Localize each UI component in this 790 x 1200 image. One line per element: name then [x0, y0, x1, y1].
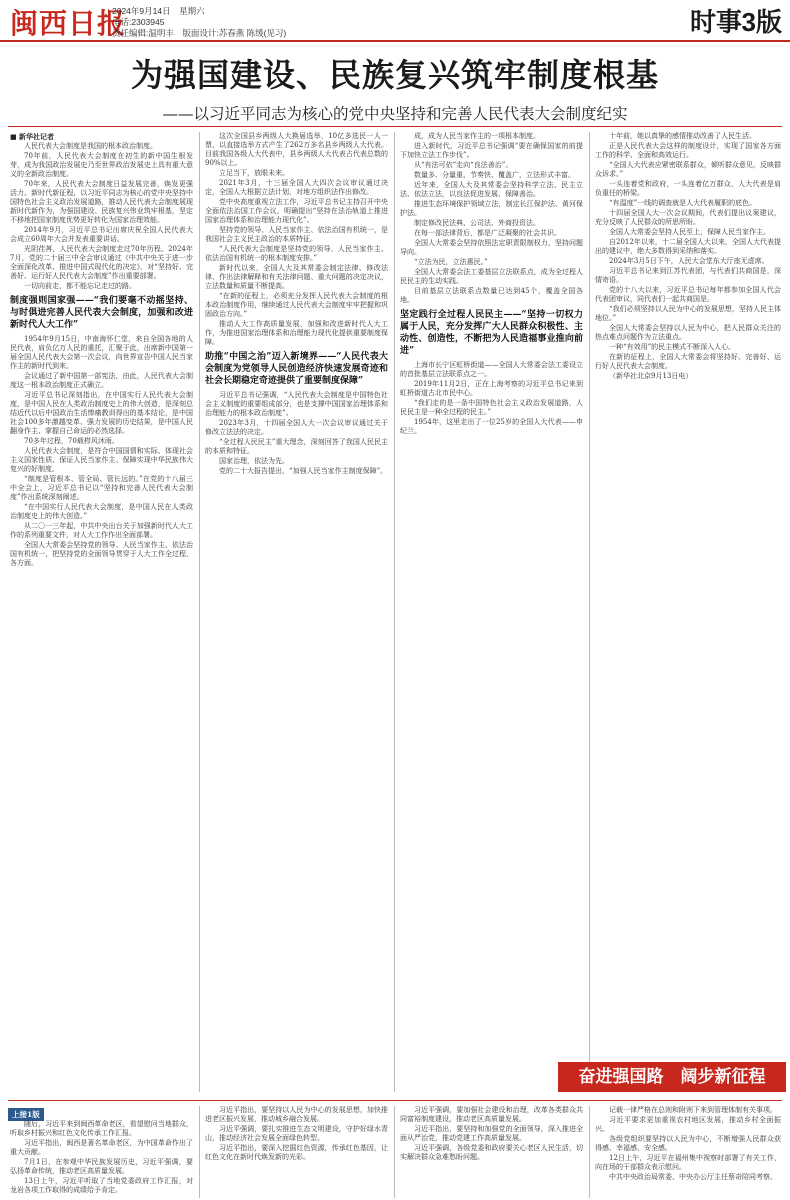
paragraph: 成，成为人民当家作主的一项根本制度。: [414, 132, 540, 140]
editor-credits: 责任编辑:温明丰 版面设计:苏春燕 陈缓(见习): [112, 28, 287, 38]
paragraph: 1954年，这里走出了一位25岁的全国人大代表——申纪兰。: [400, 418, 583, 435]
paragraph: “立法为民，立法惠民。”: [414, 258, 488, 266]
column-divider: [199, 1106, 200, 1198]
paragraph: 随后，习近平来到闽西革命老区，看望慰问当地群众，听取乡村振兴和红色文化传承工作汇报。: [10, 1120, 193, 1137]
paragraph: 2021年3月，十三届全国人大四次会议审议通过决定，全国人大根据立法计划，对地方组织法作出修改。: [205, 179, 388, 196]
subheading: 坚定践行全过程人民民主——“坚持一切权力属于人民，充分发挥广大人民群众积极性、主动性、创造性，不断把为人民造福事业推向前进”: [400, 310, 583, 356]
paragraph: 党的十八大以来，习近平总书记每年都参加全国人代会代表团审议，同代表们一起共商国是。: [595, 286, 781, 303]
paragraph: 习近平强调，各级党委和政府要关心老区人民生活，切实解决群众急难愁盼问题。: [400, 1144, 583, 1161]
column-divider: [589, 132, 590, 1092]
paragraph: 人民代表大会制度，是符合中国国情和实际、体现社会主义国家性质、保证人民当家作主、保障实现中华民族伟大复兴的好制度。: [10, 447, 193, 473]
paragraph: 光阴荏苒，人民代表大会制度走过70年历程。2024年7月，党的二十届三中全会审议通过《中共中央关于进一步全面深化改革、推进中国式现代化的决定》，对“坚持好、完善好、运行好人民代表大会制度”作出重要部署。: [10, 245, 193, 280]
paragraph: 习近平强调，要扎实推进生态文明建设，守护好绿水青山，推动经济社会发展全面绿色转型。: [205, 1125, 388, 1142]
paragraph: 这次全国县乡两级人大换届选举，10亿多选民一人一票，以直接选举方式产生了262万多名县乡两级人大代表。目前我国各级人大代表中，县乡两级人大代表占代表总数的90%以上。: [205, 132, 388, 167]
paragraph: 记载一律严格在总则和附则下来到管理体制有关事项。: [609, 1106, 777, 1114]
lower-column-4: [595, 1106, 781, 1198]
byline: ■ 新华社记者: [10, 132, 55, 141]
paragraph: 进入新时代，习近平总书记强调“要在确保国家的前提下加快立法工作步伐”。: [400, 142, 583, 159]
column-divider: [394, 1106, 395, 1198]
lower-column-1: [10, 1120, 193, 1198]
paragraph: 习近平指出，要坚持和加强党的全面领导，深入推进全面从严治党，推动党建工作高质量发展。: [400, 1125, 583, 1142]
subheading: 制度强则国家强——“我们要毫不动摇坚持、与时俱进完善人民代表大会制度，加强和改进新时代人大工作”: [10, 296, 193, 330]
paragraph: 党中央高度重视立法工作，习近平总书记主持召开中央全面依法治国工作会议，明确提出“坚持在法治轨道上推进国家治理体系和治理能力现代化”。: [205, 198, 388, 224]
paragraph: 在新的征程上，全国人大常委会将坚持好、完善好、运行好人民代表大会制度。: [595, 353, 781, 370]
paragraph: 推进生态环境保护领域立法，制定长江保护法、黄河保护法。: [400, 200, 583, 217]
paragraph: 习近平指出，要坚持以人民为中心的发展思想，加快推进老区振兴发展，推动城乡融合发展。: [205, 1106, 388, 1123]
paragraph: “我们走的是一条中国特色社会主义政治发展道路，人民民主是一种全过程的民主。”: [400, 399, 583, 416]
paragraph: 在每一部法律背后，都是广泛凝聚的社会共识。: [414, 229, 561, 237]
paragraph: 人民代表大会制度是我国的根本政治制度。: [24, 142, 157, 150]
paragraph: 2014年9月，习近平总书记出席庆祝全国人民代表大会成立60周年大会并发表重要讲话。: [10, 226, 193, 243]
paragraph: 十年前，她以真挚的感情推动改善了人民生活。: [609, 132, 756, 140]
paragraph: 全国人大常委会法工委基层立法联系点，成为全过程人民民主的生动实践。: [400, 268, 583, 285]
paragraph: “人民代表大会制度是坚持党的领导、人民当家作主、依法治国有机统一的根本制度安排。”: [205, 245, 388, 262]
issue-date: 2024年9月14日 星期六: [112, 6, 205, 16]
paragraph: 十四届全国人大一次会议期间，代表们提出议案建议，充分反映了人民群众的所思所盼。: [595, 209, 781, 226]
lower-section-divider: [8, 1100, 782, 1101]
paragraph: “全国人大代表应紧密联系群众，倾听群众意见，反映群众诉求。”: [595, 161, 781, 178]
paragraph: 全国人大常委会坚持人民至上，保障人民当家作主。: [609, 228, 770, 236]
paragraph: 习近平强调，要加强社会建设和治理，改革各类群众共同富裕制度建设，推动老区高质量发展。: [400, 1106, 583, 1123]
paragraph: “在中国实行人民代表大会制度，是中国人民在人类政治制度史上的伟大创造。”: [10, 503, 193, 520]
newspaper-logo: 闽西日报: [10, 7, 127, 40]
paragraph: 目前基层立法联系点数量已达到45个，覆盖全国各地。: [400, 287, 583, 304]
masthead-meta: [112, 6, 286, 39]
column-divider: [199, 132, 200, 1092]
paragraph: 一种“有效用”的民主模式不断深入人心。: [609, 343, 736, 351]
paragraph: 1954年9月15日，中南海怀仁堂，来自全国各地的人民代表，肩负亿万人民的重托，汇聚于此，出席新中国第一届全国人民代表大会第一次会议，向世界宣告中国人民当家作主的新时代到来。: [10, 335, 193, 370]
paragraph: “有温度”一线的调查就是人大代表履职的底色。: [609, 199, 757, 207]
paragraph: 中共中央政治局常委、中央办公厅主任蔡奇陪同考察。: [609, 1173, 777, 1181]
paragraph: 全国人大常委会坚持以人民为中心，把人民群众关注的热点难点问题作为立法重点。: [595, 324, 781, 341]
article-column-4: [595, 132, 781, 1032]
paragraph: 习近平指出，闽西是著名革命老区，为中国革命作出了重大贡献。: [10, 1139, 193, 1156]
paragraph: 2024年3月5日下午，人民大会堂东大厅座无虚席。: [609, 257, 769, 265]
paragraph: 70年前，人民代表大会制度在初生的新中国生根发芽，成为我国政治发展史乃至世界政治发展史上具有重大意义的全新政治制度。: [10, 152, 193, 178]
paragraph: 一切向前走，都不能忘记走过的路。: [24, 282, 136, 290]
paragraph: 新时代以来，全国人大及其常委会制定法律、修改法律、作出法律解释和有关法律问题、重大问题的决定决议，立法数量和质量不断提高。: [205, 264, 388, 290]
paragraph: 2019年11月2日，正在上海考察的习近平总书记来到虹桥街道古北市民中心。: [400, 380, 583, 397]
paragraph: 自2012年以来，十二届全国人大以来，全国人大代表提出的建议中，绝大多数得到采纳和落实。: [595, 238, 781, 255]
paragraph: 正是人民代表大会这样的制度设计，实现了国家各方面工作的科学、全面和高效运行。: [595, 142, 781, 159]
paragraph: 从二〇一三年起，中共中央出台关于加强新时代人大工作的系列重要文件，对人大工作作出全面部署。: [10, 522, 193, 539]
article-column-2: [205, 132, 388, 1090]
paragraph: 习近平要求更加重视农村地区发展，推动乡村全面振兴。: [595, 1116, 781, 1133]
paragraph: 7月1日，在参观中华民族发展历史，习近平强调，要弘扬革命传统，推动老区高质量发展。: [10, 1158, 193, 1175]
subheading: 助推“中国之治”迈入新境界——“人民代表大会制度为党领导人民创造经济快速发展奇迹和社会长期稳定奇迹提供了重要制度保障”: [205, 352, 388, 386]
paragraph: 推动人大工作高质量发展，加强和改进新时代人大工作，为推进国家治理体系和治理能力现代化提供重要制度保障。: [205, 320, 388, 346]
paragraph: 国家治理，依法为先。: [219, 457, 289, 465]
lower-column-3: [400, 1106, 583, 1198]
paragraph: 坚持党的领导、人民当家作主、依法治国有机统一，是我国社会主义民主政治的本质特征。: [205, 226, 388, 243]
page-number: 3版: [741, 7, 782, 37]
paragraph: 13日上午，习近平听取了当地党委政府工作汇报，对龙岩各项工作取得的成绩给予肯定。: [10, 1177, 193, 1194]
paragraph: 习近平总书记深刻指出，在中国实行人民代表大会制度，是中国人民在人类政治制度史上的伟大创造，是深刻总结近代以后中国政治生活惨痛教训得出的基本结论，是中国社会100多年激越变革、强力发展的历史结果，是中国人民翻身作主、掌握自己命运的必然选择。: [10, 391, 193, 435]
campaign-banner: 奋进强国路 阔步新征程: [558, 1062, 786, 1092]
paragraph: “在新的征程上，必须充分发挥人民代表大会制度的根本政治制度作用，继续通过人民代表大会制度牢牢把握和巩固政治方向。”: [205, 292, 388, 318]
paragraph: 党的二十大报告提出，“加强人民当家作主制度保障”。: [219, 467, 388, 475]
paragraph: 立足当下，放眼未来。: [219, 169, 289, 177]
paragraph: “制度是管根本、管全局、管长远的。”在党的十八届三中全会上，习近平总书记以“坚持和完善人民代表大会制度”作出系统深刻阐述。: [10, 475, 193, 501]
paragraph: 从“有法可依”走向“良法善治”。: [414, 161, 513, 169]
paragraph: 全国人大常委会坚持党的领导、人民当家作主、依法治国有机统一，把坚持党的全面领导贯穿于人大工作全过程、各方面。: [10, 541, 193, 567]
paragraph: “我们必须坚持以人民为中心的发展思想，坚持人民主体地位。”: [595, 305, 781, 322]
paragraph: 全国人大常委会坚持依照法定职责限制权力，坚持问题导向。: [400, 239, 583, 256]
sub-headline: ——以习近平同志为核心的党中央坚持和完善人民代表大会制度纪实: [162, 105, 628, 123]
paragraph: 12日上午，习近平在福州集中视察时部署了有关工作，向在场的干部群众表示慰问。: [595, 1154, 781, 1171]
paragraph: 制定修改民法典、公司法、外商投资法。: [414, 219, 540, 227]
continued-label: 上接1版: [8, 1108, 44, 1121]
paragraph: 近年来，全国人大及其常委会坚持科学立法、民主立法、依法立法，以良法促进发展、保障善治。: [400, 181, 583, 198]
article-column-1: [10, 132, 193, 1090]
contact-phone: 电话:2303945: [112, 17, 165, 27]
paragraph: （新华社北京9月13日电）: [609, 372, 693, 380]
paragraph: “全过程人民民主”重大理念，深刻回答了我国人民民主的本质和特征。: [205, 438, 388, 455]
paragraph: 习近平总书记来到江苏代表团，与代表们共商国是，深情寄语。: [595, 267, 781, 284]
paragraph: 各级党组织要坚持以人民为中心，不断增强人民群众获得感、幸福感、安全感。: [595, 1135, 781, 1152]
paragraph: 上海市长宁区虹桥街道——全国人大常委会法工委设立的首批基层立法联系点之一。: [400, 361, 583, 378]
column-divider: [589, 1106, 590, 1198]
paragraph: 一头连着党和政府，一头连着亿万群众，人大代表是肩负重任的桥梁。: [595, 180, 781, 197]
paragraph: 70多年过程，70载栉风沐雨。: [24, 437, 119, 445]
main-headline: 为强国建设、民族复兴筑牢制度根基: [130, 56, 659, 94]
paragraph: 2023年3月，十四届全国人大一次会议审议通过关于修改立法法的决定。: [205, 419, 388, 436]
column-divider: [394, 132, 395, 1092]
paragraph: 习近平指出，要深入挖掘红色资源，传承红色基因，让红色文化在新时代焕发新的光彩。: [205, 1144, 388, 1161]
paragraph: 习近平总书记强调，“人民代表大会制度是中国特色社会主义制度的重要组成部分，也是支撑中国国家治理体系和治理能力的根本政治制度”。: [205, 391, 388, 417]
header-divider: [8, 126, 782, 127]
paragraph: 70年来，人民代表大会制度日益发展完善，焕发更强活力。新时代新征程，以习近平同志为核心的党中央坚持中国特色社会主义政治发展道路，推动人民代表大会制度展现新时代新作为，为强国建设、民族复兴伟业筑牢根基，坚定不移地把国家制度优势更好转化为国家治理效能。: [10, 180, 193, 224]
paragraph: 数量多、分量重、节奏快、覆盖广，立法形式丰富。: [414, 171, 575, 179]
section-name: 时事: [689, 7, 742, 37]
paragraph: 会议通过了新中国第一部宪法，由此，人民代表大会制度这一根本政治制度正式确立。: [10, 372, 193, 389]
lower-column-2: [205, 1106, 388, 1198]
article-column-3: [400, 132, 583, 1090]
masthead: [0, 0, 790, 42]
